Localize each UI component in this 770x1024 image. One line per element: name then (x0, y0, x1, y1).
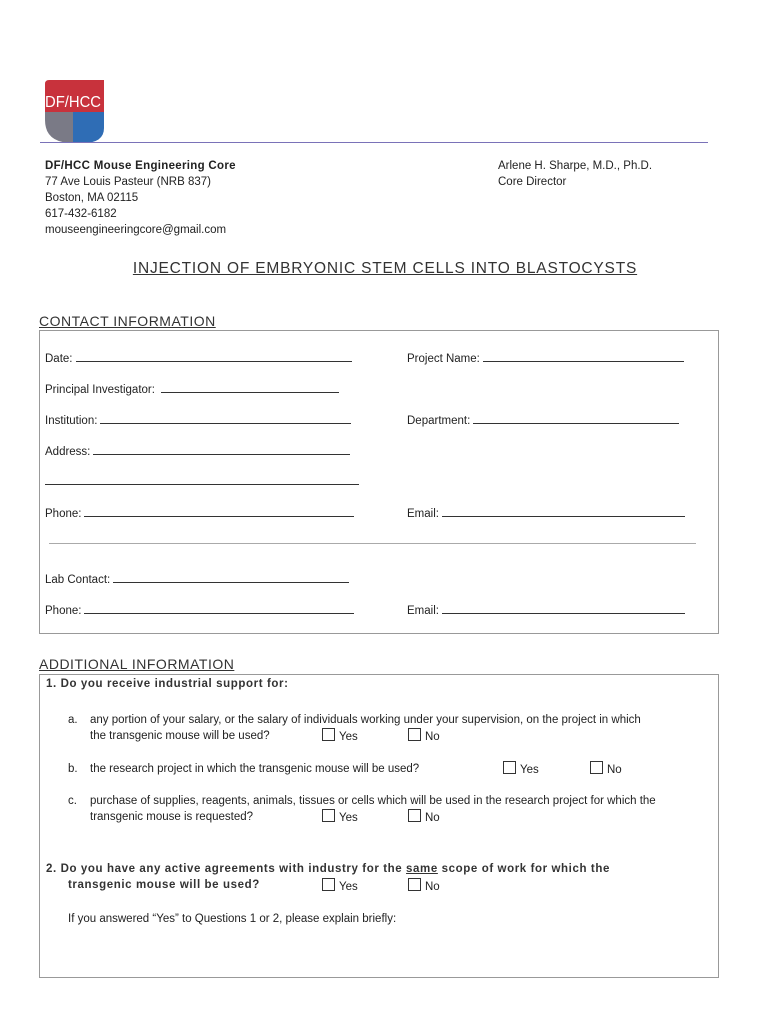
q1c-marker: c. (68, 795, 77, 807)
phone-number: 617-432-6182 (45, 208, 117, 220)
q1b-no-option[interactable] (590, 761, 622, 778)
address-line: 77 Ave Louis Pasteur (NRB 837) (45, 176, 211, 188)
institution-field[interactable] (45, 412, 351, 427)
institution-blank[interactable] (100, 412, 351, 424)
org-address-block (45, 158, 236, 238)
q1b-yes-label: Yes (520, 764, 539, 776)
q1c-yes-label: Yes (339, 812, 358, 824)
q1b-no-checkbox[interactable] (590, 761, 603, 774)
q1c-no-option[interactable] (408, 809, 440, 826)
lab-contact-field[interactable] (45, 571, 349, 586)
q1b-no-label: No (607, 764, 622, 776)
q1c-text (90, 793, 656, 825)
address-label: Address: (45, 446, 91, 458)
q1a-text (90, 712, 641, 744)
q2-yes-option[interactable] (322, 878, 358, 895)
director-name: Arlene H. Sharpe, M.D., Ph.D. (498, 160, 653, 172)
project-name-blank[interactable] (483, 350, 684, 362)
q1a-no-checkbox[interactable] (408, 728, 421, 741)
pi-label: Principal Investigator: (45, 384, 155, 396)
q1c-line-2: transgenic mouse is requested? (90, 811, 254, 823)
director-title: Core Director (498, 176, 567, 188)
lab-email-field[interactable] (407, 602, 685, 617)
institution-label: Institution: (45, 415, 98, 427)
q1c-no-label: No (425, 812, 440, 824)
q1a-line-2: the transgenic mouse will be used? (90, 730, 270, 742)
additional-section-title: ADDITIONAL INFORMATION (39, 656, 235, 672)
explain-area[interactable] (68, 930, 708, 970)
department-label: Department: (407, 415, 471, 427)
address-blank-line-2[interactable] (45, 484, 359, 485)
address-blank[interactable] (93, 443, 350, 455)
q1c-no-checkbox[interactable] (408, 809, 421, 822)
email-blank[interactable] (442, 505, 685, 517)
q2-yes-label: Yes (339, 881, 358, 893)
q2-no-checkbox[interactable] (408, 878, 421, 891)
form-title: INJECTION OF EMBRYONIC STEM CELLS INTO BLASTOCYSTS (132, 260, 638, 277)
q1b-yes-checkbox[interactable] (503, 761, 516, 774)
lab-contact-label: Lab Contact: (45, 574, 111, 586)
q1b-yes-option[interactable] (503, 761, 539, 778)
date-label: Date: (45, 353, 73, 365)
question-2: 2. Do you have any active agreements with industry for the same scope of work for which the (46, 863, 610, 875)
emphasis-same: same (406, 863, 438, 875)
q2-no-label: No (425, 881, 440, 893)
contact-section-title: CONTACT INFORMATION (39, 313, 216, 329)
phone-label: Phone: (45, 508, 82, 520)
question-2-line-2: transgenic mouse will be used? (68, 879, 260, 891)
q1b-text: the research project in which the transgenic mouse will be used? (90, 763, 420, 775)
q1a-yes-label: Yes (339, 731, 358, 743)
q1a-no-label: No (425, 731, 440, 743)
lab-phone-label: Phone: (45, 605, 82, 617)
date-field[interactable] (45, 350, 352, 365)
q2-yes-checkbox[interactable] (322, 878, 335, 891)
date-blank[interactable] (76, 350, 352, 362)
contact-divider (49, 543, 696, 544)
pi-field[interactable] (45, 381, 339, 396)
lab-phone-blank[interactable] (84, 602, 354, 614)
q1a-yes-option[interactable] (322, 728, 358, 745)
email-label: Email: (407, 508, 439, 520)
q1c-yes-checkbox[interactable] (322, 809, 335, 822)
q1c-line-1: purchase of supplies, reagents, animals, tissues or cells which will be used in the research project for which the (90, 795, 656, 807)
header-rule (40, 142, 708, 143)
project-name-label: Project Name: (407, 353, 480, 365)
department-blank[interactable] (473, 412, 679, 424)
q1a-marker: a. (68, 714, 78, 726)
email-field[interactable] (407, 505, 685, 520)
explain-prompt: If you answered “Yes” to Questions 1 or 2, please explain briefly: (68, 913, 397, 925)
address-line: Boston, MA 02115 (45, 192, 139, 204)
contact-box (39, 330, 719, 634)
q2-no-option[interactable] (408, 878, 440, 895)
q1a-line-1: any portion of your salary, or the salary of individuals working under your supervision, on the project in which (90, 714, 641, 726)
email-address: mouseengineeringcore@gmail.com (45, 224, 227, 236)
pi-blank[interactable] (161, 381, 339, 393)
project-name-field[interactable] (407, 350, 684, 365)
question-1: 1. Do you receive industrial support for: (46, 678, 289, 690)
q1b-marker: b. (68, 763, 78, 775)
department-field[interactable] (407, 412, 679, 427)
lab-email-blank[interactable] (442, 602, 685, 614)
logo-text: DF/HCC (45, 94, 101, 111)
address-field[interactable] (45, 443, 350, 458)
phone-field[interactable] (45, 505, 354, 520)
lab-email-label: Email: (407, 605, 439, 617)
q1c-yes-option[interactable] (322, 809, 358, 826)
phone-blank[interactable] (84, 505, 354, 517)
lab-contact-blank[interactable] (113, 571, 349, 583)
lab-phone-field[interactable] (45, 602, 354, 617)
q1a-no-option[interactable] (408, 728, 440, 745)
org-name: DF/HCC Mouse Engineering Core (45, 160, 236, 172)
q1a-yes-checkbox[interactable] (322, 728, 335, 741)
director-block (498, 158, 652, 190)
dfhcc-logo (43, 80, 104, 143)
